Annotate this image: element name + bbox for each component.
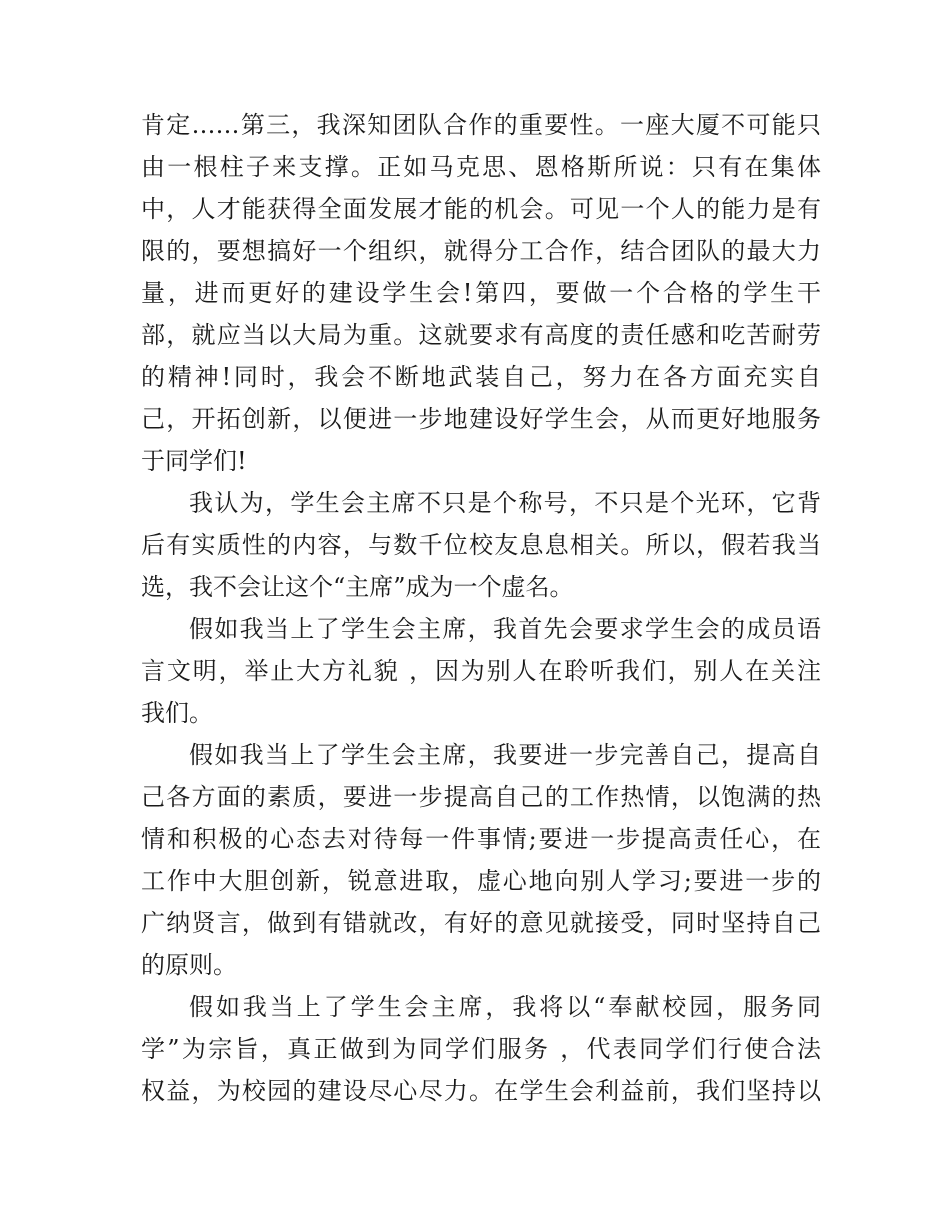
text-line: 后有实质性的内容，与数千位校友息息相关。所以，假若我当 [141, 531, 821, 559]
text-line: 广纳贤言，做到有错就改，有好的意见就接受，同时坚持自己 [141, 909, 821, 937]
text-line: 的精神!同时，我会不断地武装自己，努力在各方面充实自 [141, 363, 821, 391]
text-line: 己各方面的素质，要进一步提高自己的工作热情，以饱满的热 [141, 783, 821, 811]
text-line: 量，进而更好的建设学生会!第四，要做一个合格的学生干 [141, 279, 821, 307]
text-line: 的原则。 [141, 951, 237, 979]
text-line: 于同学们! [141, 447, 247, 475]
text-line: 中，人才能获得全面发展才能的机会。可见一个人的能力是有 [141, 195, 821, 223]
text-line: 言文明，举止大方礼貌 ，因为别人在聆听我们，别人在关注 [141, 657, 821, 685]
text-line: 由一根柱子来支撑。正如马克思、恩格斯所说：只有在集体 [141, 153, 821, 181]
text-line: 情和积极的心态去对待每一件事情;要进一步提高责任心，在 [141, 825, 821, 853]
text-line: 工作中大胆创新，锐意进取，虚心地向别人学习;要进一步的 [141, 867, 821, 895]
text-line: 假如我当上了学生会主席，我首先会要求学生会的成员语 [189, 615, 821, 643]
text-line: 肯定……第三，我深知团队合作的重要性。一座大厦不可能只 [141, 111, 821, 139]
text-line: 部，就应当以大局为重。这就要求有高度的责任感和吃苦耐劳 [141, 321, 821, 349]
text-line: 假如我当上了学生会主席，我要进一步完善自己，提高自 [189, 741, 821, 769]
text-line: 假如我当上了学生会主席，我将以“奉献校园，服务同 [189, 993, 821, 1021]
text-line: 限的，要想搞好一个组织，就得分工合作，结合团队的最大力 [141, 237, 821, 265]
text-line: 学”为宗旨，真正做到为同学们服务 ，代表同学们行使合法 [141, 1035, 821, 1063]
document-body [141, 104, 821, 1112]
text-line: 己，开拓创新，以便进一步地建设好学生会，从而更好地服务 [141, 405, 821, 433]
text-line: 选，我不会让这个“主席”成为一个虚名。 [141, 573, 574, 601]
text-line: 我们。 [141, 699, 213, 727]
text-line: 权益，为校园的建设尽心尽力。在学生会利益前，我们坚持以 [141, 1077, 821, 1105]
text-line: 我认为，学生会主席不只是个称号，不只是个光环，它背 [189, 489, 821, 517]
